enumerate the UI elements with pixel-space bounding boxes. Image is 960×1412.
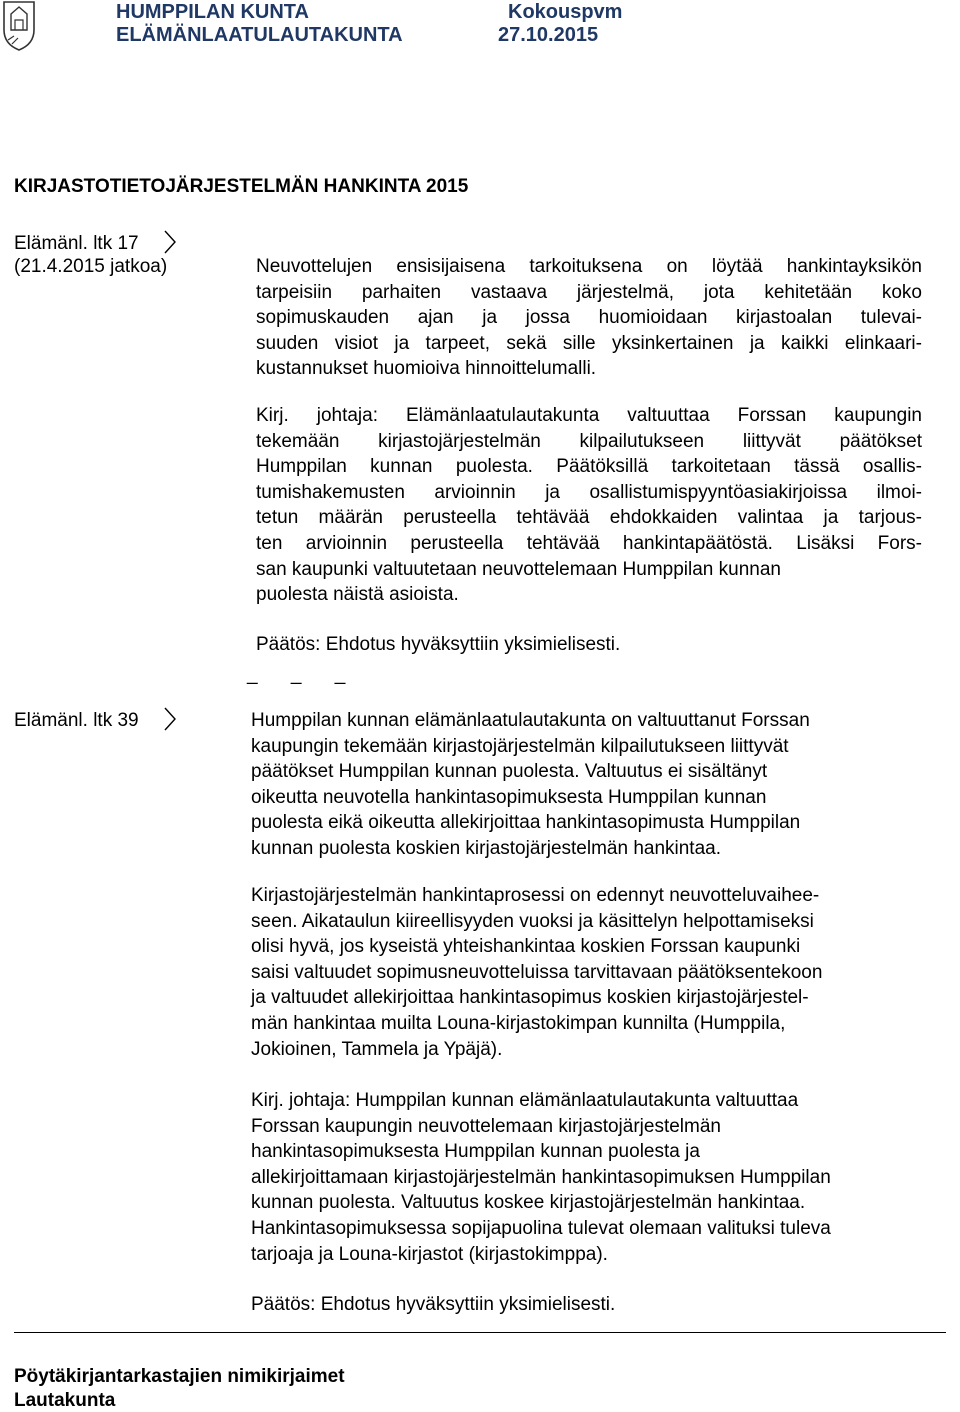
header-committee: ELÄMÄNLAATULAUTAKUNTA	[116, 24, 403, 46]
text-line: män hankintaa muilta Louna-kirjastokimpan kunnilta (Humppila,	[251, 1012, 786, 1034]
text-line: tarpeisiin parhaiten vastaava järjestelmä, jota kehitetään koko	[256, 281, 922, 303]
section1-paragraph-1	[256, 254, 922, 382]
section2-decision: Päätös: Ehdotus hyväksyttiin yksimielisesti.	[251, 1294, 616, 1315]
header-municipality: HUMPPILAN KUNTA	[116, 1, 309, 23]
footer-reviewers-initials: Pöytäkirjantarkastajien nimikirjaimet	[14, 1366, 345, 1387]
text-line: puolesta eikä oikeutta allekirjoittaa hankintasopimusta Humppilan	[251, 812, 801, 834]
text-line: tetun määrän perusteella tehtävää ehdokkaiden valintaa ja tarjous-	[256, 507, 922, 529]
header-meeting-date: 27.10.2015	[498, 24, 599, 46]
section-separator: _ _ _	[247, 664, 360, 685]
section1-ref-line1: Elämänl. ltk 17	[14, 233, 139, 254]
text-line: Kirj. johtaja: Elämänlaatulautakunta valtuuttaa Forssan kaupungin	[256, 405, 922, 426]
section-bracket-icon	[163, 229, 177, 255]
text-line: Kirjastojärjestelmän hankintaprosessi on edennyt neuvotteluvaihee-	[251, 885, 820, 906]
text-line: oikeutta neuvotella hankintasopimuksesta Humppilan kunnan	[251, 786, 767, 808]
text-line: kunnan puolesta. Valtuutus koskee kirjastojärjestelmän hankintaa.	[251, 1192, 806, 1214]
municipality-coat-of-arms-icon	[2, 0, 36, 52]
text-line: ten arvioinnin perusteella tehtävää hankintapäätöstä. Lisäksi Fors-	[256, 532, 922, 554]
text-line: ja valtuudet allekirjoittaa hankintasopimus koskien kirjastojärjestel-	[251, 987, 809, 1009]
section1-paragraph-2	[256, 403, 922, 608]
text-line: sopimuskauden ajan ja jossa huomioidaan kirjastoalan tulevai-	[256, 307, 922, 329]
text-line: Humppilan kunnan puolesta. Päätöksillä tarkoitetaan tässä osallis-	[256, 456, 922, 478]
section-bracket-icon	[163, 706, 177, 732]
text-line: tumishakemusten arvioinnin ja osallistumispyyntöasiakirjoissa ilmoi-	[256, 481, 922, 503]
page-title: KIRJASTOTIETOJÄRJESTELMÄN HANKINTA 2015	[14, 176, 469, 197]
text-line: Humppilan kunnan elämänlaatulautakunta on valtuuttanut Forssan	[251, 710, 810, 731]
text-line: hankintasopimuksesta Humppilan kunnan puolesta ja	[251, 1141, 700, 1163]
text-line: olisi hyvä, jos kyseistä yhteishankintaa koskien Forssan kaupunki	[251, 936, 801, 958]
section2-paragraph-2	[251, 883, 921, 1062]
text-line: puolesta näistä asioista.	[256, 584, 459, 606]
text-line: päätökset Humppilan kunnan puolesta. Valtuutus ei sisältänyt	[251, 761, 768, 783]
text-line: seen. Aikataulun kiireellisyyden vuoksi ja käsittelyn helpottamiseksi	[251, 910, 814, 932]
section2-ref: Elämänl. ltk 39	[14, 710, 139, 731]
section2-paragraph-1	[251, 708, 901, 862]
section1-ref-line2: (21.4.2015 jatkoa)	[14, 256, 168, 277]
text-line: allekirjoittamaan kirjastojärjestelmän hankintasopimuksen Humppilan	[251, 1166, 831, 1188]
text-line: kaupungin tekemään kirjastojärjestelmän kilpailutukseen liittyvät	[251, 735, 789, 757]
text-line: saisi valtuudet sopimusneuvotteluissa tarvittavaan päätöksentekoon	[251, 961, 823, 983]
text-line: tarjoaja ja Louna-kirjastot (kirjastokimppa).	[251, 1243, 608, 1265]
footer-committee: Lautakunta	[14, 1390, 116, 1411]
text-line: tekemään kirjastojärjestelmän kilpailutukseen liittyvät päätökset	[256, 430, 922, 452]
text-line: Forssan kaupungin neuvottelemaan kirjastojärjestelmän	[251, 1115, 721, 1137]
text-line: kustannukset huomioiva hinnoittelumalli.	[256, 358, 597, 380]
text-line: Neuvottelujen ensisijaisena tarkoituksena on löytää hankintayksikön	[256, 256, 922, 277]
text-line: san kaupunki valtuutetaan neuvottelemaan Humppilan kunnan	[256, 558, 781, 580]
section1-decision: Päätös: Ehdotus hyväksyttiin yksimielisesti.	[256, 634, 621, 655]
text-line: kunnan puolesta koskien kirjastojärjestelmän hankintaa.	[251, 837, 721, 859]
text-line: Kirj. johtaja: Humppilan kunnan elämänlaatulautakunta valtuuttaa	[251, 1090, 799, 1111]
text-line: Jokioinen, Tammela ja Ypäjä).	[251, 1038, 503, 1060]
text-line: suuden visiot ja tarpeet, sekä sille yksinkertainen ja kaikki elinkaari-	[256, 332, 922, 354]
section2-paragraph-3	[251, 1088, 931, 1267]
text-line: Hankintasopimuksessa sopijapuolina tulevat olemaan valituksi tuleva	[251, 1217, 831, 1239]
footer-rule	[14, 1332, 946, 1333]
header-meeting-label: Kokouspvm	[508, 1, 623, 23]
